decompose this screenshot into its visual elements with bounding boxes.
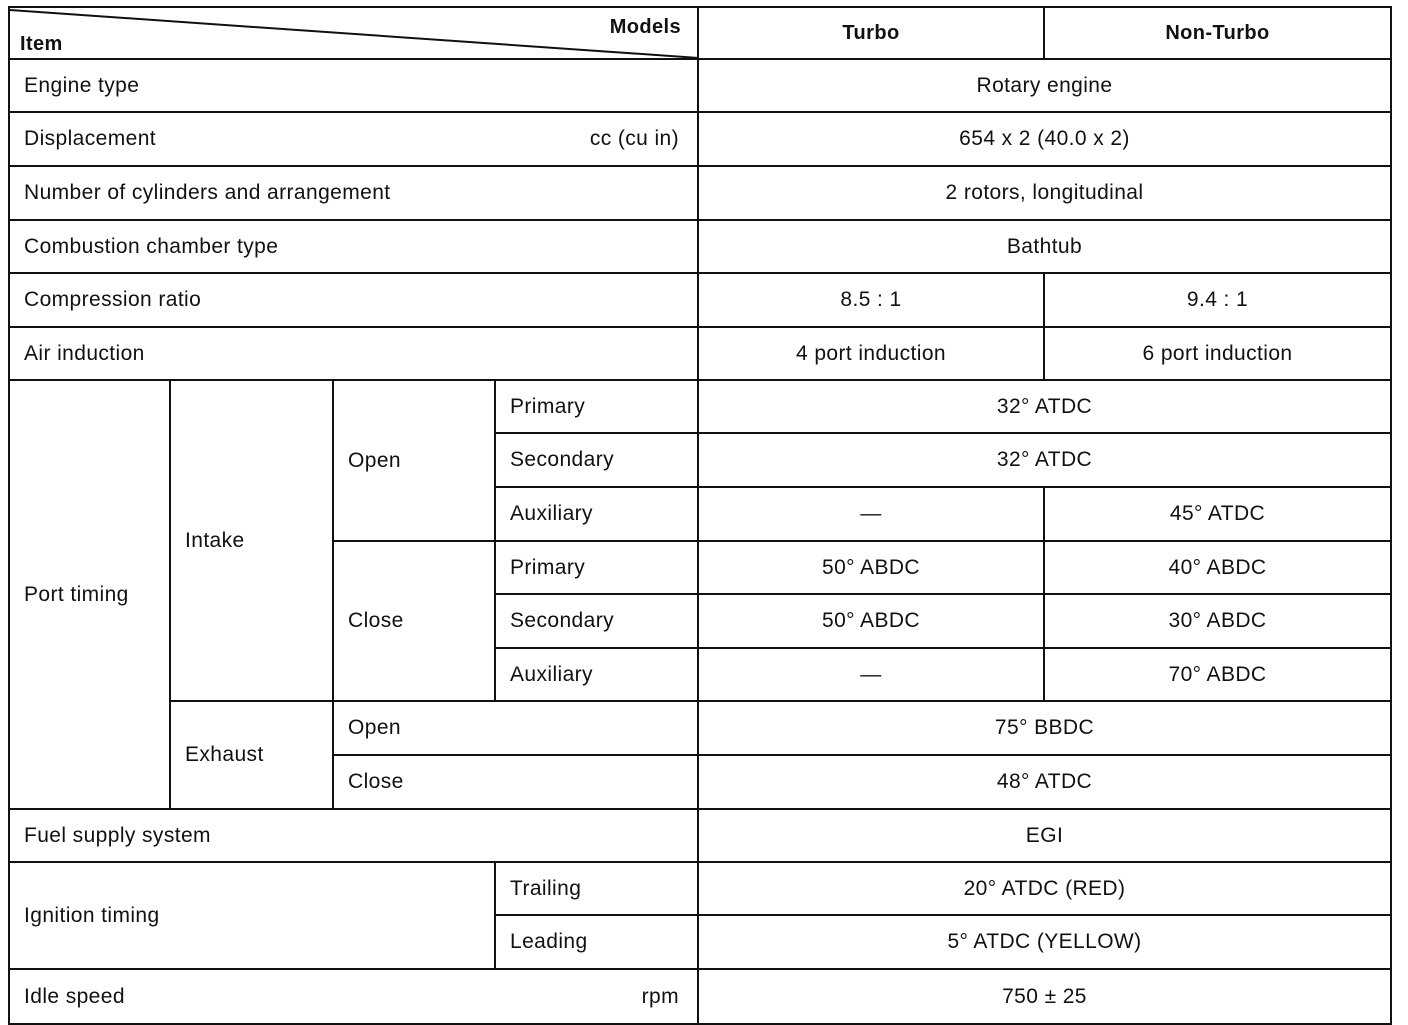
table-row bbox=[9, 809, 1391, 862]
intake-close-auxiliary-non-turbo: 70° ABDC bbox=[1044, 648, 1391, 701]
table-row bbox=[9, 969, 1391, 1024]
intake-open-secondary-value: 32° ATDC bbox=[698, 433, 1391, 487]
idle-speed-label: Idle speed bbox=[24, 984, 125, 1008]
displacement-cell bbox=[9, 112, 698, 166]
table-row bbox=[9, 59, 1391, 112]
table-row bbox=[9, 380, 1391, 433]
exhaust-open-value: 75° BBDC bbox=[698, 701, 1391, 755]
port-timing-label: Port timing bbox=[9, 380, 170, 809]
intake-close-primary-label: Primary bbox=[495, 541, 698, 594]
idle-speed-cell bbox=[9, 969, 698, 1024]
exhaust-close-label: Close bbox=[333, 755, 698, 809]
table-row bbox=[9, 166, 1391, 220]
table-row bbox=[9, 220, 1391, 273]
air-induction-turbo: 4 port induction bbox=[698, 327, 1044, 380]
header-non-turbo: Non-Turbo bbox=[1044, 7, 1391, 59]
intake-open-primary-value: 32° ATDC bbox=[698, 380, 1391, 433]
ignition-leading-value: 5° ATDC (YELLOW) bbox=[698, 915, 1391, 969]
table-row bbox=[9, 327, 1391, 380]
engine-type-label: Engine type bbox=[9, 59, 698, 112]
header-models-label: Models bbox=[609, 16, 681, 38]
fuel-supply-label: Fuel supply system bbox=[9, 809, 698, 862]
exhaust-open-label: Open bbox=[333, 701, 698, 755]
ignition-trailing-value: 20° ATDC (RED) bbox=[698, 862, 1391, 915]
fuel-supply-value: EGI bbox=[698, 809, 1391, 862]
table-row bbox=[9, 701, 1391, 755]
header-item-label: Item bbox=[20, 33, 63, 55]
table-row bbox=[9, 862, 1391, 915]
intake-open-auxiliary-turbo: — bbox=[698, 487, 1044, 541]
idle-speed-unit: rpm bbox=[641, 984, 679, 1008]
idle-speed-value: 750 ± 25 bbox=[698, 969, 1391, 1024]
intake-open-auxiliary-label: Auxiliary bbox=[495, 487, 698, 541]
compression-non-turbo: 9.4 : 1 bbox=[1044, 273, 1391, 327]
ignition-trailing-label: Trailing bbox=[495, 862, 698, 915]
header-corner-cell bbox=[9, 7, 698, 59]
intake-open-primary-label: Primary bbox=[495, 380, 698, 433]
engine-spec-table bbox=[8, 6, 1392, 1025]
exhaust-close-value: 48° ATDC bbox=[698, 755, 1391, 809]
exhaust-label: Exhaust bbox=[170, 701, 333, 809]
table-row bbox=[9, 273, 1391, 327]
intake-open-auxiliary-non-turbo: 45° ATDC bbox=[1044, 487, 1391, 541]
ignition-leading-label: Leading bbox=[495, 915, 698, 969]
air-induction-label: Air induction bbox=[9, 327, 698, 380]
intake-close-secondary-non-turbo: 30° ABDC bbox=[1044, 594, 1391, 648]
cylinders-value: 2 rotors, longitudinal bbox=[698, 166, 1391, 220]
intake-open-label: Open bbox=[333, 380, 495, 541]
intake-open-secondary-label: Secondary bbox=[495, 433, 698, 487]
header-diagonal-line bbox=[10, 8, 698, 59]
combustion-value: Bathtub bbox=[698, 220, 1391, 273]
air-induction-non-turbo: 6 port induction bbox=[1044, 327, 1391, 380]
ignition-timing-label: Ignition timing bbox=[9, 862, 495, 969]
displacement-unit: cc (cu in) bbox=[589, 127, 679, 150]
engine-type-value: Rotary engine bbox=[698, 59, 1391, 112]
cylinders-label: Number of cylinders and arrangement bbox=[9, 166, 698, 220]
intake-close-label: Close bbox=[333, 541, 495, 701]
compression-label: Compression ratio bbox=[9, 273, 698, 327]
intake-close-secondary-label: Secondary bbox=[495, 594, 698, 648]
intake-close-primary-turbo: 50° ABDC bbox=[698, 541, 1044, 594]
intake-close-primary-non-turbo: 40° ABDC bbox=[1044, 541, 1391, 594]
intake-label: Intake bbox=[170, 380, 333, 701]
displacement-label: Displacement bbox=[24, 127, 157, 150]
header-turbo: Turbo bbox=[698, 7, 1044, 59]
intake-close-auxiliary-label: Auxiliary bbox=[495, 648, 698, 701]
compression-turbo: 8.5 : 1 bbox=[698, 273, 1044, 327]
combustion-label: Combustion chamber type bbox=[9, 220, 698, 273]
intake-close-auxiliary-turbo: — bbox=[698, 648, 1044, 701]
intake-close-secondary-turbo: 50° ABDC bbox=[698, 594, 1044, 648]
table-row bbox=[9, 112, 1391, 166]
displacement-value: 654 x 2 (40.0 x 2) bbox=[698, 112, 1391, 166]
table-header-row bbox=[9, 7, 1391, 59]
